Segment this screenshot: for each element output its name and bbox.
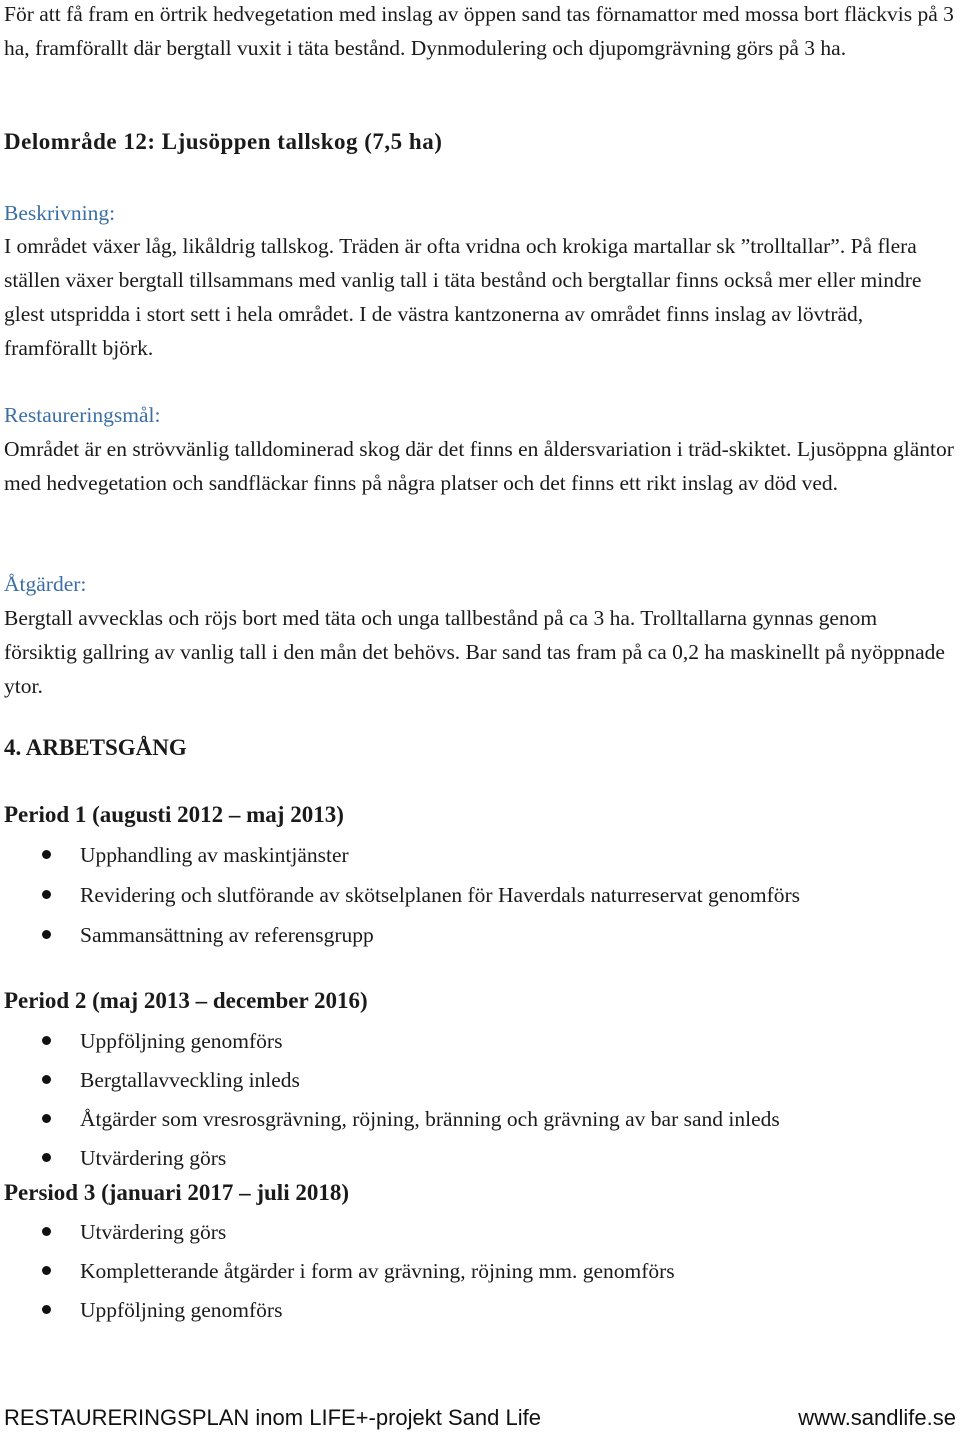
period-3-heading: Persiod 3 (januari 2017 – juli 2018) bbox=[4, 1180, 349, 1205]
bullet-icon bbox=[42, 890, 51, 899]
bullet-icon bbox=[42, 1153, 51, 1162]
list-item: Uppföljning genomförs bbox=[4, 1293, 954, 1327]
period-2-list bbox=[4, 1024, 954, 1175]
list-item: Utvärdering görs bbox=[4, 1141, 954, 1175]
footer-website-link[interactable]: www.sandlife.se bbox=[798, 1405, 956, 1430]
bullet-icon bbox=[42, 1075, 51, 1084]
bullet-icon bbox=[42, 930, 51, 939]
bullet-icon bbox=[42, 850, 51, 859]
period-2-heading: Period 2 (maj 2013 – december 2016) bbox=[4, 988, 368, 1013]
bullet-icon bbox=[42, 1114, 51, 1123]
period-1-heading: Period 1 (augusti 2012 – maj 2013) bbox=[4, 802, 344, 827]
atgarder-paragraph: Bergtall avvecklas och röjs bort med täta och unga tallbestånd på ca 3 ha. Trolltallarna gynnas genom försiktig gallring av vanlig tall i den mån det behövs. Bar sand tas fram på ca 0,2 ha maskinellt på nyöppnade ytor. bbox=[4, 606, 945, 698]
section-heading: Delområde 12: Ljusöppen tallskog (7,5 ha) bbox=[4, 129, 443, 154]
beskrivning-label: Beskrivning: bbox=[4, 201, 116, 225]
bullet-icon bbox=[42, 1227, 51, 1236]
period-3-list bbox=[4, 1215, 954, 1327]
atgarder-label: Åtgärder: bbox=[4, 572, 87, 596]
restaurering-paragraph: Området är en strövvänlig talldominerad skog där det finns en åldersvariation i träd-skiktet. Ljusöppna gläntor med hedvegetation och sandfläckar finns på några platser och det finns ett rikt inslag av död ved. bbox=[4, 437, 954, 495]
beskrivning-paragraph: I området växer låg, likåldrig tallskog. Träden är ofta vridna och krokiga martallar sk ”trolltallar”. På flera ställen växer bergtall tillsammans med vanlig tall i täta bestånd och bergtallar finns också mer eller mindre glest utspridda i stort sett i hela området. I de västra kantzonerna av området finns inslag av lövträd, framförallt björk. bbox=[4, 234, 922, 360]
list-item: Bergtallavveckling inleds bbox=[4, 1063, 954, 1097]
intro-paragraph: För att få fram en örtrik hedvegetation med inslag av öppen sand tas förnamattor med mossa bort fläckvis på 3 ha, framförallt där bergtall vuxit i täta bestånd. Dynmodulering och djupomgrävning görs på 3 ha. bbox=[4, 2, 954, 60]
bullet-icon bbox=[42, 1305, 51, 1314]
list-item: Sammansättning av referensgrupp bbox=[4, 918, 954, 952]
list-item: Åtgärder som vresrosgrävning, röjning, bränning och grävning av bar sand inleds bbox=[4, 1102, 954, 1136]
restaurering-label: Restaureringsmål: bbox=[4, 403, 161, 427]
list-item: Revidering och slutförande av skötselplanen för Haverdals naturreservat genomförs bbox=[4, 878, 954, 912]
bullet-icon bbox=[42, 1036, 51, 1045]
arbetsgang-heading: 4. ARBETSGÅNG bbox=[4, 735, 187, 760]
list-item: Upphandling av maskintjänster bbox=[4, 838, 954, 872]
list-item: Uppföljning genomförs bbox=[4, 1024, 954, 1058]
list-item: Kompletterande åtgärder i form av grävning, röjning mm. genomförs bbox=[4, 1254, 954, 1288]
footer-title: RESTAURERINGSPLAN inom LIFE+-projekt Sand Life bbox=[4, 1405, 541, 1430]
page-footer bbox=[4, 1402, 956, 1434]
bullet-icon bbox=[42, 1266, 51, 1275]
list-item: Utvärdering görs bbox=[4, 1215, 954, 1249]
period-1-list bbox=[4, 838, 954, 952]
